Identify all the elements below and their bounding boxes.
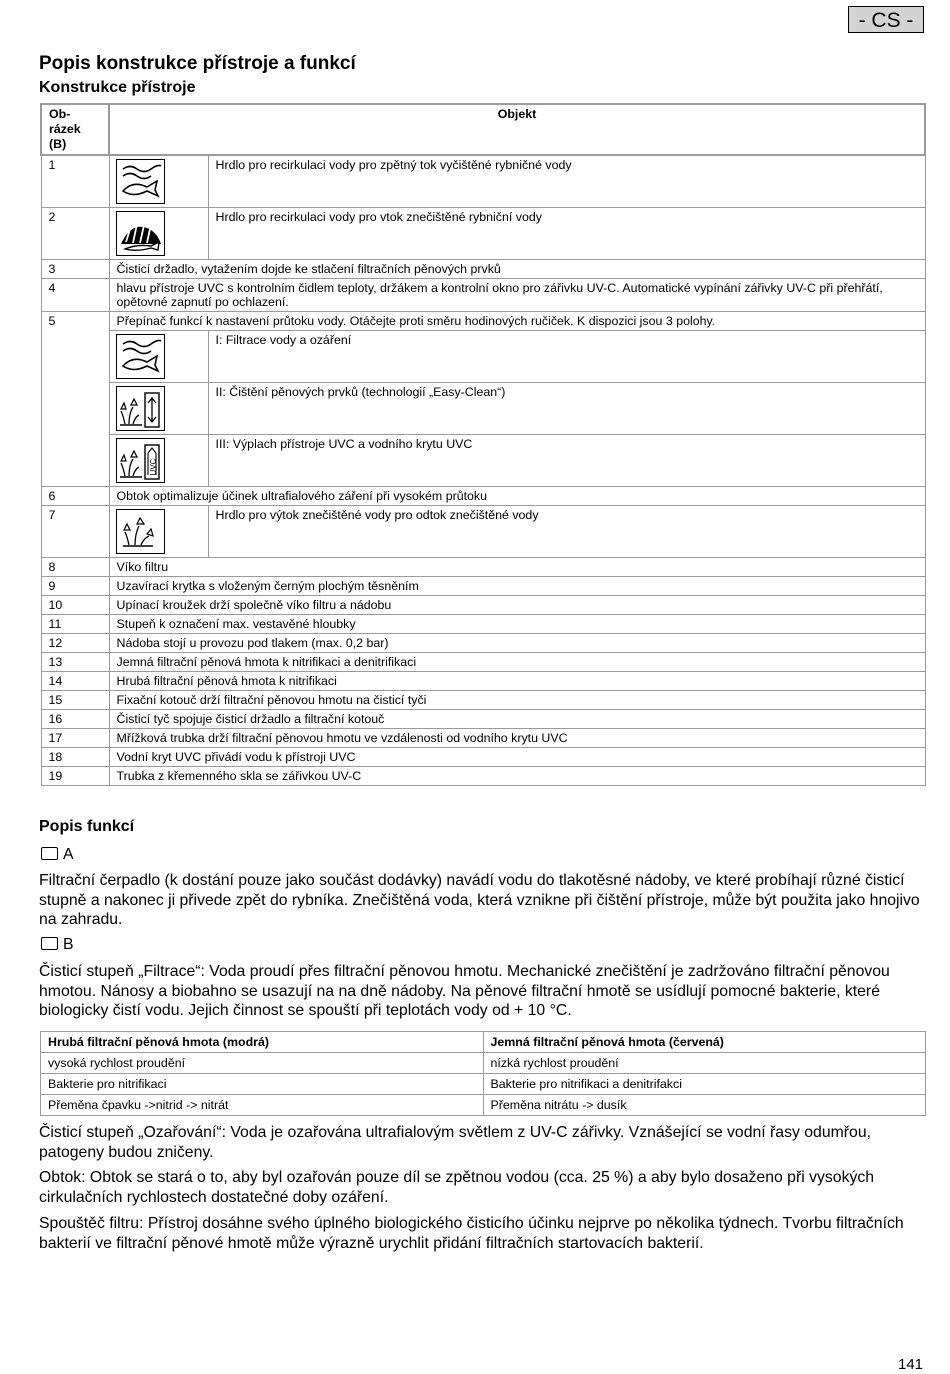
paragraph-filtration-stage: Čisticí stupeň „Filtrace“: Voda proudí přes filtrační pěnovou hmotu. Mechanické znečištění je zadržováno filtrační pěnovou hmotou. Nánosy a biobahno se usazují na na dně nádoby. Na pěnové filtrační hmotě se usídlují pomocné bakterie, které biologicky čistí vodu. Jejich činnost se spouští při teplotách vody od + 10 °C.	[39, 963, 890, 1019]
figure-box-icon	[41, 847, 58, 860]
row-icon-cell	[109, 383, 208, 435]
table-cell: vysoká rychlost proudění	[41, 1053, 484, 1074]
row-number: 16	[41, 710, 109, 729]
section-title-construction: Konstrukce přístroje	[39, 79, 196, 96]
row-text: Trubka z křemenného skla se zářivkou UV-C	[109, 767, 925, 786]
row-text: III: Výplach přístroje UVC a vodního krytu UVC	[208, 435, 925, 487]
row-icon-cell	[109, 155, 208, 208]
row-text: Čisticí držadlo, vytažením dojde ke stlačení filtračních pěnových prvků	[109, 260, 925, 279]
table-row	[41, 383, 925, 435]
row-text: I: Filtrace vody a ozáření	[208, 331, 925, 383]
row-number: 10	[41, 596, 109, 615]
table-row	[41, 596, 925, 615]
table-row	[41, 279, 925, 312]
row-text: Hrdlo pro výtok znečištěné vody pro odtok znečištěné vody	[208, 506, 925, 558]
table-row	[41, 1095, 926, 1116]
paragraph-bypass: Obtok: Obtok se stará o to, aby byl ozařován pouze díl se zpětnou vodou (cca. 25 %) a aby bylo dosaženo při vysokých cirkulačních rychlostech dostatečné doby ozáření.	[39, 1169, 875, 1206]
row-text: Hrdlo pro recirkulaci vody pro zpětný tok vyčištěné rybničné vody	[208, 155, 925, 208]
column-header-coarse: Hrubá filtrační pěnová hmota (modrá)	[41, 1032, 484, 1053]
row-text: Vodní kryt UVC přivádí vodu k přístroji UVC	[109, 748, 925, 767]
language-tab: - CS -	[848, 6, 924, 33]
row-number: 15	[41, 691, 109, 710]
row-text: Nádoba stojí u provozu pod tlakem (max. 0,2 bar)	[109, 634, 925, 653]
figure-box-icon	[41, 937, 58, 950]
table-cell: Bakterie pro nitrifikaci a denitrifakci	[483, 1074, 926, 1095]
figure-reference-a	[41, 846, 74, 864]
uvc-icon-label: UVC	[148, 458, 158, 476]
row-text: Hrubá filtrační pěnová hmota k nitrifikaci	[109, 672, 925, 691]
row-number: 17	[41, 729, 109, 748]
row-text: Čisticí tyč spojuje čisticí držadlo a filtrační kotouč	[109, 710, 925, 729]
row-icon-cell	[109, 208, 208, 260]
parts-table	[40, 103, 926, 786]
row-number: 8	[41, 558, 109, 577]
row-number: 2	[41, 208, 109, 260]
row-text: II: Čištění pěnových prvků (technologií „Easy-Clean“)	[208, 383, 925, 435]
foam-comparison-table	[40, 1031, 926, 1116]
row-text: Víko filtru	[109, 558, 925, 577]
row-number: 14	[41, 672, 109, 691]
table-row	[41, 691, 925, 710]
table-row	[41, 487, 925, 506]
row-number: 5	[41, 312, 109, 487]
column-header-figure: Ob- rázek (B)	[41, 104, 109, 155]
row-icon-cell	[109, 331, 208, 383]
page-title: Popis konstrukce přístroje a funkcí	[39, 53, 356, 74]
table-row	[41, 1053, 926, 1074]
table-row	[41, 615, 925, 634]
table-row	[41, 506, 925, 558]
row-text: Mřížková trubka drží filtrační pěnovou hmotu ve vzdálenosti od vodního krytu UVC	[109, 729, 925, 748]
row-text: Obtok optimalizuje účinek ultrafialového záření při vysokém průtoku	[109, 487, 925, 506]
table-row	[41, 331, 925, 383]
row-number: 3	[41, 260, 109, 279]
dirty-fish-icon	[116, 211, 165, 256]
row-number: 12	[41, 634, 109, 653]
table-row	[41, 558, 925, 577]
parts-table-header	[41, 104, 925, 155]
table-row	[41, 577, 925, 596]
figure-label: B	[63, 936, 74, 953]
row-text: Stupeň k označení max. vestavěné hloubky	[109, 615, 925, 634]
page-number: 141	[898, 1356, 924, 1373]
figure-label: A	[63, 846, 74, 863]
row-text: Fixační kotouč drží filtrační pěnovou hmotu na čisticí tyči	[109, 691, 925, 710]
section-title-functions: Popis funkcí	[39, 818, 135, 835]
figure-reference-b	[41, 936, 74, 954]
paragraph-filter-starter: Spouštěč filtru: Přístroj dosáhne svého úplného biologického čisticího účinku nejprve po několika týdnech. Tvorbu filtračních bakterií ve filtrační pěnové hmotě může výrazně urychlit přidání filtračních startovacích bakterií.	[39, 1215, 904, 1252]
paragraph-filtration-pump: Filtrační čerpadlo (k dostání pouze jako součást dodávky) navádí vodu do tlakotěsné nádoby, ve které probíhají různé čisticí stupně a nakonec ji přivede zpět do rybníka. Znečištěná voda, která vznikne při čištění přístroje, může být použita jako hnojivo na zahradu.	[39, 872, 920, 928]
row-number: 7	[41, 506, 109, 558]
column-header-fine: Jemná filtrační pěnová hmota (červená)	[483, 1032, 926, 1053]
row-text: hlavu přístroje UVC s kontrolním čidlem teploty, držákem a kontrolní okno pro zářivku UV-C. Automatické vypínání zářivky UV-C při přehřátí, opětovné zapnutí po ochlazení.	[109, 279, 925, 312]
table-row	[41, 710, 925, 729]
table-row	[41, 653, 925, 672]
column-header-object: Objekt	[109, 104, 925, 155]
row-text: Hrdlo pro recirkulaci vody pro vtok znečištěné rybniční vody	[208, 208, 925, 260]
plants-cleaning-icon	[116, 386, 165, 431]
table-row	[41, 634, 925, 653]
table-row	[41, 260, 925, 279]
table-row	[41, 1074, 926, 1095]
row-number: 6	[41, 487, 109, 506]
table-row	[41, 155, 925, 208]
row-number: 13	[41, 653, 109, 672]
row-text: Upínací kroužek drží společně víko filtru a nádobu	[109, 596, 925, 615]
row-text: Uzavírací krytka s vloženým černým plochým těsněním	[109, 577, 925, 596]
table-row	[41, 672, 925, 691]
plants-icon	[116, 509, 165, 554]
fish-return-icon	[116, 159, 165, 204]
row-icon-cell	[109, 506, 208, 558]
row-text: Jemná filtrační pěnová hmota k nitrifikaci a denitrifikaci	[109, 653, 925, 672]
table-row	[41, 208, 925, 260]
row-icon-cell	[109, 435, 208, 487]
row-number: 19	[41, 767, 109, 786]
table-row	[41, 435, 925, 487]
row-number: 9	[41, 577, 109, 596]
table-row	[41, 729, 925, 748]
table-cell: Přeměna čpavku ->nitrid -> nitrát	[41, 1095, 484, 1116]
table-row	[41, 312, 925, 331]
row-text: Přepínač funkcí k nastavení průtoku vody. Otáčejte proti směru hodinových ručiček. K dispozici jsou 3 polohy.	[109, 312, 925, 331]
table-header-row	[41, 1032, 926, 1053]
table-row	[41, 748, 925, 767]
paragraph-uv-stage: Čisticí stupeň „Ozařování“: Voda je ozařována ultrafialovým světlem z UV-C zářivky. Vznášející se vodní řasy odumřou, patogeny budou zničeny.	[39, 1124, 872, 1161]
table-cell: Přeměna nitrátu -> dusík	[483, 1095, 926, 1116]
fish-return-icon	[116, 334, 165, 379]
row-number: 18	[41, 748, 109, 767]
table-row	[41, 767, 925, 786]
row-number: 1	[41, 155, 109, 208]
table-cell: Bakterie pro nitrifikaci	[41, 1074, 484, 1095]
plants-uvc-flush-icon	[116, 438, 165, 483]
row-number: 11	[41, 615, 109, 634]
table-cell: nízká rychlost proudění	[483, 1053, 926, 1074]
row-number: 4	[41, 279, 109, 312]
